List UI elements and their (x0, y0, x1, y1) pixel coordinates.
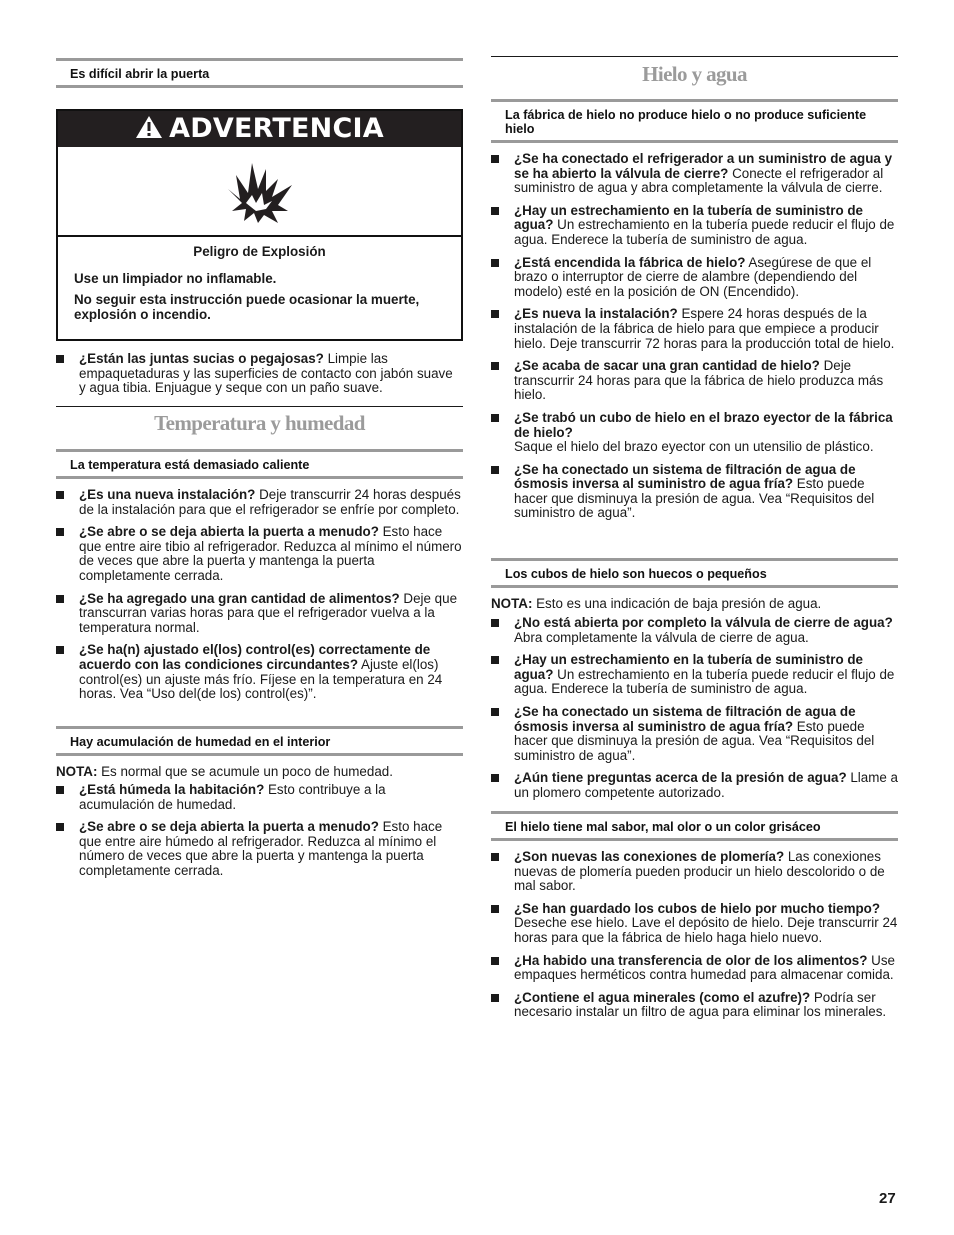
bullet-icon (56, 786, 64, 794)
subhead-door: Es difícil abrir la puerta (56, 58, 463, 88)
bullet-icon (56, 646, 64, 654)
subhead-hollow: Los cubos de hielo son huecos o pequeños (491, 558, 898, 588)
list-item: ¿Contiene el agua minerales (como el azufre)? Podría ser necesario instalar un filtro de agua para eliminar los minerales. (491, 991, 898, 1020)
hollow-note: NOTA: Esto es una indicación de baja presión de agua. (491, 596, 822, 611)
list-item: ¿Se ha conectado el refrigerador a un suministro de agua y se ha abierto la válvula de cierre? Conecte el refrigerador al suministro de agua y abra completamente la válvula de cierre. (491, 152, 898, 196)
bullet-icon (491, 466, 499, 474)
list-item: ¿Se ha conectado un sistema de filtración de agua de ósmosis inversa al suministro de agua fría? Esto puede hacer que disminuya la presión de agua. Vea “Requisitos del suministro de agua”. (491, 705, 898, 763)
list-item: ¿Es una nueva instalación? Deje transcurrir 24 horas después de la instalación para que el refrigerador se enfríe por completo. (56, 488, 463, 517)
warning-line-2: No seguir esta instrucción puede ocasionar la muerte, explosión o incendio. (74, 292, 420, 322)
list-item: ¿Se abre o se deja abierta la puerta a menudo? Esto hace que entre aire húmedo al refrigerador. Reduzca al mínimo el número de veces que abre la puerta y mantenga la puerta completamente cerrada. (56, 820, 463, 878)
list-item: ¿Hay un estrechamiento en la tubería de suministro de agua? Un estrechamiento en la tubería puede reducir el flujo de agua. Enderece la tubería de suministro de agua. (491, 653, 898, 697)
bullet-icon (491, 853, 499, 861)
warning-hazard: Peligro de Explosión (193, 244, 326, 259)
list-item: ¿Están las juntas sucias o pegajosas? Limpie las empaquetaduras y las superficies de contacto con jabón suave y agua tibia. Enjuague y seque con un paño suave. (56, 352, 463, 396)
page-number: 27 (879, 1190, 896, 1207)
list-item: ¿Hay un estrechamiento en la tubería de suministro de agua? Un estrechamiento en la tubería puede reducir el flujo de agua. Enderece la tubería de suministro de agua. (491, 204, 898, 248)
bullet-icon (491, 708, 499, 716)
temperature-list (56, 488, 463, 710)
bullet-icon (491, 619, 499, 627)
warning-icon-area (58, 147, 461, 237)
section-divider (491, 56, 898, 57)
ice-list (491, 152, 898, 529)
bullet-icon (491, 774, 499, 782)
taste-list (491, 850, 898, 1028)
bullet-icon (491, 207, 499, 215)
bullet-icon (56, 528, 64, 536)
warning-line-1: Use un limpiador no inflamable. (74, 270, 277, 286)
warning-triangle-icon (135, 115, 163, 143)
list-item: ¿Está húmeda la habitación? Esto contribuye a la acumulación de humedad. (56, 783, 463, 812)
section-title-temperature: Temperatura y humedad (154, 411, 365, 435)
bullet-icon (56, 823, 64, 831)
subhead-temperature: La temperatura está demasiado caliente (56, 449, 463, 479)
list-item: ¿Se trabó un cubo de hielo en el brazo eyector de la fábrica de hielo? Saque el hielo del brazo eyector con un utensilio de plástico. (491, 411, 898, 455)
bullet-icon (56, 595, 64, 603)
warning-body (58, 237, 461, 322)
list-item: ¿Aún tiene preguntas acerca de la presión de agua? Llame a un plomero competente autorizado. (491, 771, 898, 800)
list-item: ¿Está encendida la fábrica de hielo? Asegúrese de que el brazo o interruptor de cierre de alambre (dependiendo del modelo) esté en la posición de ON (Encendido). (491, 256, 898, 300)
explosion-icon (226, 159, 294, 225)
humidity-note: NOTA: Es normal que se acumule un poco de humedad. (56, 764, 393, 779)
bullet-icon (491, 905, 499, 913)
door-list (56, 352, 463, 404)
bullet-icon (491, 362, 499, 370)
bullet-icon (491, 994, 499, 1002)
bullet-icon (56, 355, 64, 363)
subhead-ice: La fábrica de hielo no produce hielo o no produce suficiente hielo (491, 99, 898, 143)
bullet-icon (491, 259, 499, 267)
bullet-icon (491, 656, 499, 664)
subhead-humidity: Hay acumulación de humedad en el interior (56, 726, 463, 756)
list-item: ¿Se han guardado los cubos de hielo por mucho tiempo? Deseche ese hielo. Lave el depósito de hielo. Deje transcurrir 24 horas para que la fábrica de hielo haga hielo nuevo. (491, 902, 898, 946)
warning-title: ADVERTENCIA (169, 112, 384, 144)
bullet-icon (491, 155, 499, 163)
list-item: ¿Se ha agregado una gran cantidad de alimentos? Deje que transcurran varias horas para que el refrigerador vuelva a la temperatura normal. (56, 592, 463, 636)
list-item: ¿No está abierta por completo la válvula de cierre de agua? Abra completamente la válvula de cierre de agua. (491, 616, 898, 645)
bullet-icon (491, 957, 499, 965)
warning-box (56, 109, 463, 341)
bullet-icon (491, 310, 499, 318)
humidity-list (56, 783, 463, 887)
list-item: ¿Se ha(n) ajustado el(los) control(es) correctamente de acuerdo con las condiciones circundantes? Ajuste el(los) control(es) un ajuste más frío. Fíjese en la temperatura en 24 horas. Vea “Uso del(de los) control(es)”. (56, 643, 463, 701)
bullet-icon (56, 491, 64, 499)
list-item: ¿Se acaba de sacar una gran cantidad de hielo? Deje transcurrir 24 horas para que la fábrica de hielo produzca más hielo. (491, 359, 898, 403)
section-title-ice: Hielo y agua (642, 62, 747, 86)
list-item: ¿Se abre o se deja abierta la puerta a menudo? Esto hace que entre aire tibio al refrigerador. Reduzca al mínimo el número de veces que abre la puerta y mantenga la puerta completamente cerrada. (56, 525, 463, 583)
bullet-icon (491, 414, 499, 422)
list-item: ¿Se ha conectado un sistema de filtración de agua de ósmosis inversa al suministro de agua fría? Esto puede hacer que disminuya la presión de agua. Vea “Requisitos del suministro de agua”. (491, 463, 898, 521)
section-divider (56, 406, 463, 407)
list-item: ¿Es nueva la instalación? Espere 24 horas después de la instalación de la fábrica de hielo para que empiece a producir hielo. Deje transcurrir 72 horas para la producción total de hielo. (491, 307, 898, 351)
subhead-taste: El hielo tiene mal sabor, mal olor o un color grisáceo (491, 811, 898, 841)
list-item: ¿Son nuevas las conexiones de plomería? Las conexiones nuevas de plomería pueden producir un hielo descolorido o de mal sabor. (491, 850, 898, 894)
hollow-list (491, 616, 898, 809)
warning-header (58, 111, 461, 147)
list-item: ¿Ha habido una transferencia de olor de los alimentos? Use empaques herméticos contra humedad para almacenar comida. (491, 954, 898, 983)
